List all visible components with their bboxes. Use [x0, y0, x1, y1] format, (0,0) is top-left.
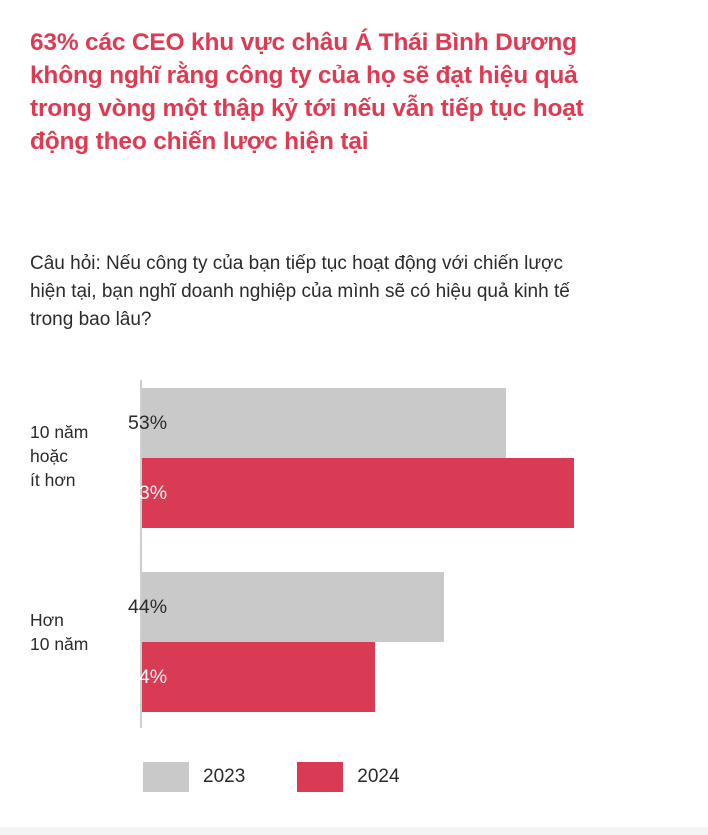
- page-title: 63% các CEO khu vực châu Á Thái Bình Dương không nghĩ rằng công ty của họ sẽ đạt hiệu quả trong vòng một thập kỷ tới nếu vẫn tiếp tục hoạt động theo chiến lược hiện tại: [30, 29, 584, 155]
- bar-row-2024: [128, 642, 375, 712]
- legend-item-2023: [143, 762, 245, 792]
- footer-divider: [0, 827, 708, 835]
- bar-value-2023: 53%: [128, 412, 168, 434]
- bar-value-2024: 34%: [128, 666, 168, 688]
- bar-value-2023: 44%: [128, 596, 168, 618]
- category-label: [30, 420, 134, 492]
- legend-label-2023: 2023: [203, 766, 246, 787]
- bar-chart: [0, 380, 708, 740]
- bar-row-2023: [128, 388, 506, 458]
- chart-subtitle: Câu hỏi: Nếu công ty của bạn tiếp tục hoạt động với chiến lược hiện tại, bạn nghĩ doanh nghiệp của mình sẽ có hiệu quả kinh tế trong bao lâu?: [30, 253, 570, 330]
- category-label-line: ít hơn: [30, 470, 76, 490]
- bar-value-2024: 63%: [128, 482, 168, 504]
- category-label-line: hoặc: [30, 446, 68, 466]
- category-label-line: Hơn: [30, 610, 64, 630]
- legend-swatch-icon: [143, 762, 189, 792]
- legend-swatch-icon: [297, 762, 343, 792]
- category-label: [30, 608, 134, 656]
- bar-row-2023: [128, 572, 444, 642]
- category-label-line: 10 năm: [30, 422, 89, 442]
- bar-row-2024: [128, 458, 574, 528]
- category-label-line: 10 năm: [30, 634, 89, 654]
- legend-label-2024: 2024: [357, 766, 400, 787]
- chart-legend: [143, 762, 440, 792]
- legend-item-2024: [297, 762, 399, 792]
